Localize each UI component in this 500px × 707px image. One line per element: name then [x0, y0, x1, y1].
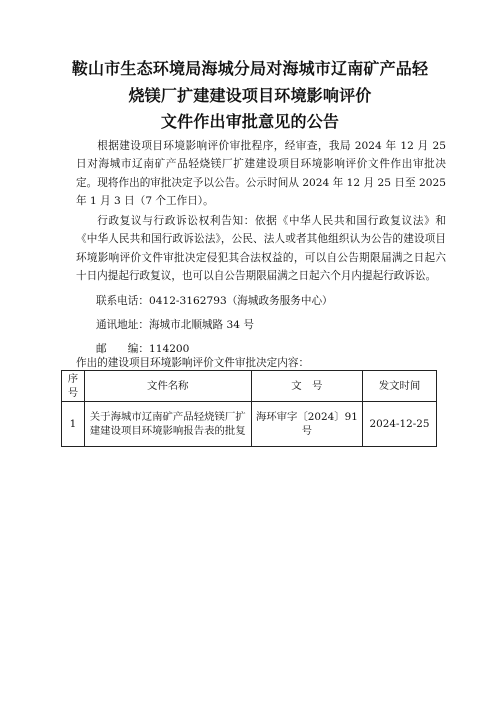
cell-issue-date: 2024-12-25: [363, 402, 437, 447]
paragraph-approval: 根据建设项目环境影响评价审批程序，经审查，我局 2024 年 12 月 25 日对海城市辽南矿产品轻烧镁厂扩建建设项目环境影响评价文件作出审批决定。现将作出的审批决定予以公告。公示时间从 2024 年 12 月 25 日至 2025 年 1 月 3 日（7 个工作日）。: [76, 140, 446, 208]
paragraph-rights-notice: 行政复议与行政诉讼权利告知：依据《中华人民共和国行政复议法》和《中华人民共和国行政诉讼法》，公民、法人或者其他组织认为公告的建设项目环境影响评价文件审批决定侵犯其合法权益的，可以自公告期限届满之日起六十日内提起行政复议，也可以自公告期限届满之日起六个月内提起行政诉讼。: [76, 215, 446, 283]
title-line-1: 鞍山市生态环境局海城分局对海城市辽南矿产品轻: [71, 59, 429, 78]
contact-phone: 联系电话：0412-3162793（海城政务服务中心）: [96, 295, 333, 307]
title-line-3: 文件作出审批意见的公告: [160, 112, 340, 131]
contact-address: 通讯地址：海城市北顺城路 34 号: [96, 319, 254, 331]
cell-doc-number: 海环审字〔2024〕91 号: [251, 402, 362, 447]
header-doc-number: 文 号: [251, 371, 362, 402]
table-header-row: [62, 371, 437, 402]
cell-file-name: 关于海城市辽南矿产品轻烧镁厂扩建建设项目环境影响报告表的批复: [84, 402, 251, 447]
table-row: [62, 402, 437, 447]
table-intro: 作出的建设项目环境影响评价文件审批决定内容：: [76, 357, 310, 369]
approval-table: [61, 370, 437, 447]
header-index: 序号: [62, 371, 85, 402]
header-issue-date: 发文时间: [363, 371, 437, 402]
contact-zip: 邮 编：114200: [96, 343, 190, 355]
header-file-name: 文件名称: [84, 371, 251, 402]
cell-index: 1: [62, 402, 85, 447]
title-line-2: 烧镁厂扩建建设项目环境影响评价: [128, 86, 372, 105]
